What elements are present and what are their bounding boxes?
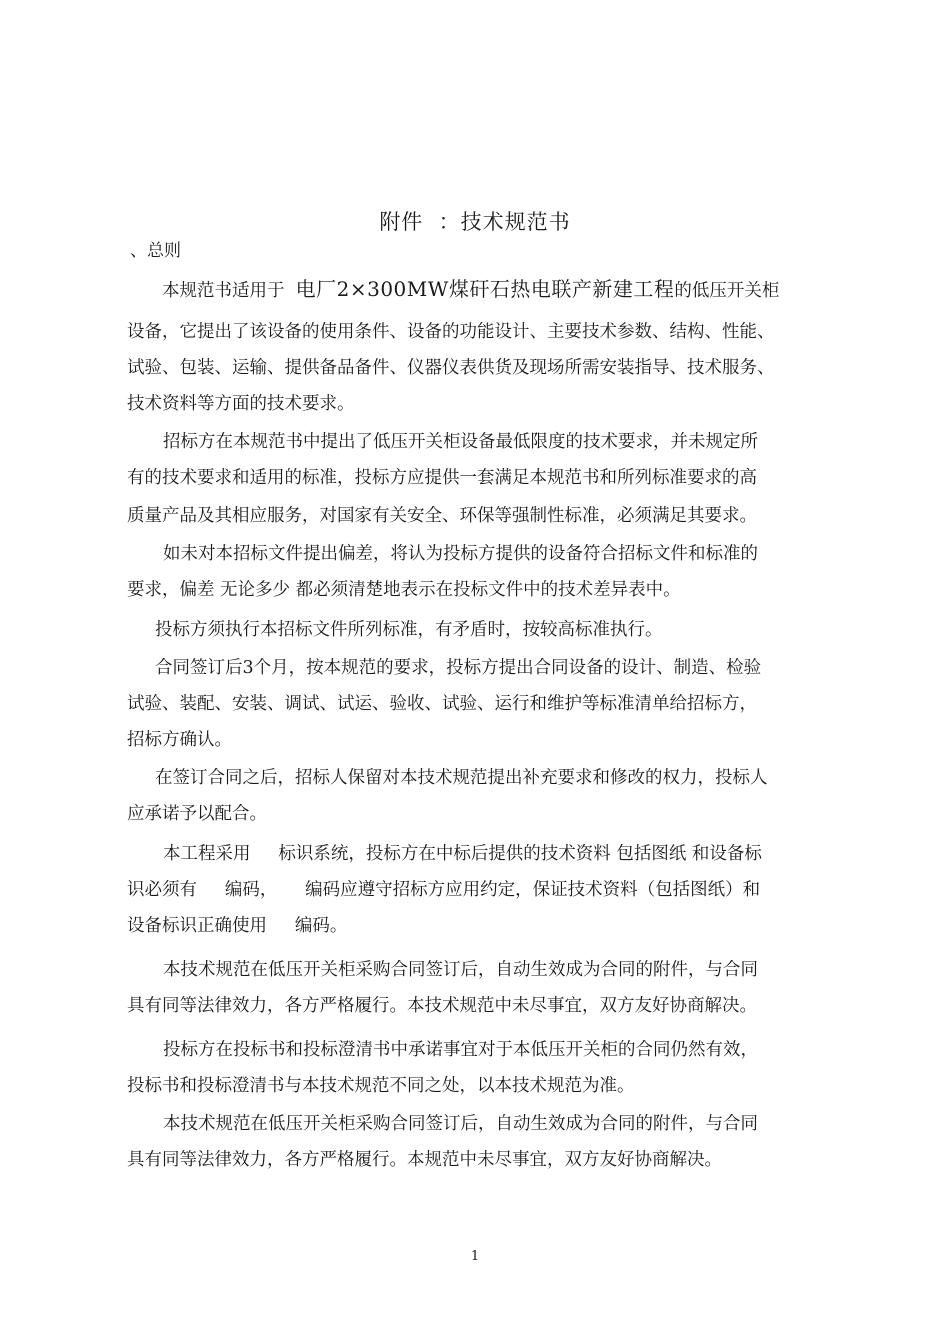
paragraph-line: 投标方在投标书和投标澄清书中承诺事宜对于本低压开关柜的合同仍然有效， xyxy=(163,1040,758,1060)
paragraph-line: 技术资料等方面的技术要求。 xyxy=(127,394,355,414)
paragraph-line: 合同签订后3个月，按本规范的要求，投标方提出合同设备的设计、制造、检验 xyxy=(155,658,762,678)
paragraph-text: 本规范书适用于 xyxy=(162,281,296,301)
paragraph-line: 试验、装配、安装、调试、试运、验收、试验、运行和维护等标准清单给招标方， xyxy=(127,694,757,714)
paragraph-line: 具有同等法律效力，各方严格履行。本技术规范中未尽事宜，双方友好协商解决。 xyxy=(127,996,757,1016)
paragraph-line: 识必须有 编码， 编码应遵守招标方应用约定，保证技术资料（包括图纸）和 xyxy=(127,880,761,900)
project-name: 电厂2×300MW煤矸石热电联产新建工程 xyxy=(295,277,675,301)
paragraph-line: 具有同等法律效力，各方严格履行。本规范中未尽事宜，双方友好协商解决。 xyxy=(127,1150,722,1170)
paragraph-line: 质量产品及其相应服务，对国家有关安全、环保等强制性标准，必须满足其要求。 xyxy=(127,506,757,526)
document-title: 附件 ：技术规范书 xyxy=(379,210,571,234)
paragraph-line: 设备标识正确使用 编码。 xyxy=(127,916,348,936)
paragraph-line: 要求，偏差 无论多少 都必须清楚地表示在投标文件中的技术差异表中。 xyxy=(127,580,681,600)
paragraph-line: 试验、包装、运输、提供备品备件、仪器仪表供货及现场所需安装指导、技术服务、 xyxy=(127,358,775,378)
paragraph-line: 如未对本招标文件提出偏差，将认为投标方提供的设备符合招标文件和标准的 xyxy=(163,544,758,564)
paragraph-line: 投标方须执行本招标文件所列标准，有矛盾时，按较高标准执行。 xyxy=(155,620,663,640)
section-heading: 、总则 xyxy=(130,241,181,261)
paragraph-line xyxy=(162,277,779,303)
paragraph-line: 本技术规范在低压开关柜采购合同签订后，自动生效成为合同的附件，与合同 xyxy=(163,960,758,980)
paragraph-line: 有的技术要求和适用的标准，投标方应提供一套满足本规范书和所列标准要求的高 xyxy=(127,468,757,488)
paragraph-line: 投标书和投标澄清书与本技术规范不同之处，以本技术规范为准。 xyxy=(127,1076,635,1096)
paragraph-line: 本工程采用 标识系统，投标方在中标后提供的技术资料 包括图纸 和设备标 xyxy=(163,844,762,864)
paragraph-line: 在签订合同之后，招标人保留对本技术规范提出补充要求和修改的权力，投标人 xyxy=(155,768,768,788)
paragraph-line: 应承诺予以配合。 xyxy=(127,804,267,824)
paragraph-line: 招标方在本规范书中提出了低压开关柜设备最低限度的技术要求，并未规定所 xyxy=(163,432,758,452)
page-number: 1 xyxy=(470,1249,480,1264)
paragraph-line: 设备，它提出了该设备的使用条件、设备的功能设计、主要技术参数、结构、性能、 xyxy=(127,322,775,342)
paragraph-line: 本技术规范在低压开关柜采购合同签订后，自动生效成为合同的附件，与合同 xyxy=(163,1114,758,1134)
paragraph-text: 的低压开关柜 xyxy=(674,281,780,301)
paragraph-line: 招标方确认。 xyxy=(127,730,232,750)
